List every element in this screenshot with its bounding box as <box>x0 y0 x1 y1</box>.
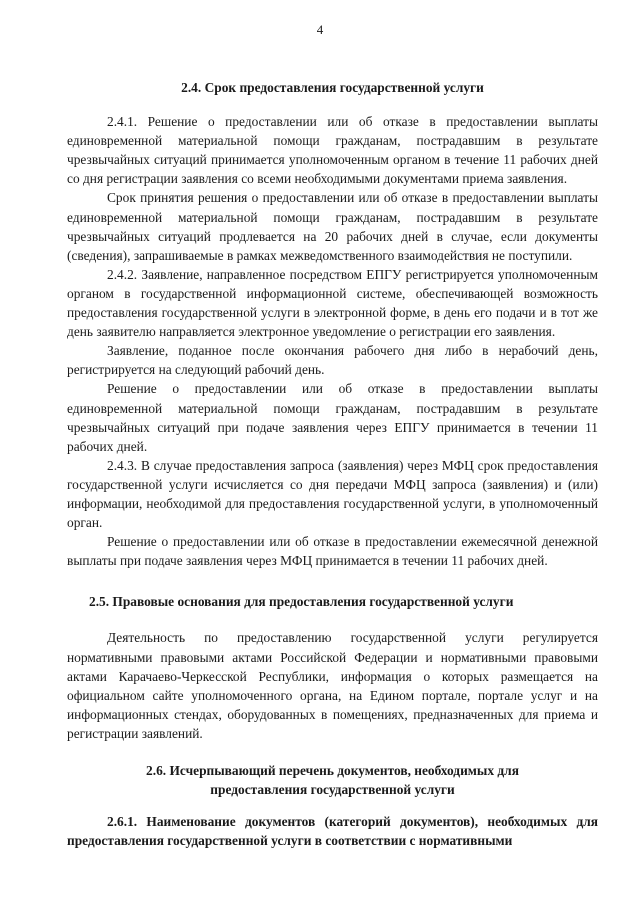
paragraph-2-4-1-extension: Срок принятия решения о предоставлении или об отказе в предоставлении выплаты единовременной материальной помощи гражданам, пострадавшим в результате чрезвычайных ситуаций продлевается на 20 рабочих дней в случае, если документы (сведения), запрашиваемые в рамках межведомственного взаимодействия не поступили. <box>67 190 598 263</box>
section-2-5-heading: 2.5. Правовые основания для предоставления государственной услуги <box>89 594 514 610</box>
paragraph-2-5: Деятельность по предоставлению государственной услуги регулируется нормативными правовыми актами Российской Федерации и нормативными правовыми актами Карачаево-Черкесской Республики, информация о которых размещается на официальном сайте уполномоченного органа, на Едином портале, портале услуг и на информационных стендах, оборудованных в помещениях, предназначенных для приема и регистрации заявлений. <box>67 630 598 741</box>
section-2-6-heading <box>67 761 598 799</box>
document-body <box>67 78 598 850</box>
paragraph-2-4-2-nonworking-day: Заявление, поданное после окончания рабочего дня либо в нерабочий день, регистрируется на следующий рабочий день. <box>67 343 598 378</box>
page-number: 4 <box>316 22 324 37</box>
paragraph-2-4-2-epgu-decision: Решение о предоставлении или об отказе в предоставлении выплаты единовременной материальной помощи гражданам, пострадавшим в результате чрезвычайных ситуаций при подаче заявления через ЕПГУ принимается в течении 11 рабочих дней. <box>67 381 598 454</box>
paragraph-2-4-1: 2.4.1. Решение о предоставлении или об отказе в предоставлении выплаты единовременной материальной помощи гражданам, пострадавшим в результате чрезвычайных ситуаций принимается уполномоченным органом в течение 11 рабочих дней со дня регистрации заявления со всеми необходимыми документами приема заявления. <box>67 114 598 187</box>
paragraph-2-4-2: 2.4.2. Заявление, направленное посредством ЕПГУ регистрируется уполномоченным органом в государственной информационной системе, обеспечивающей возможность предоставления государственной услуги в электронной форме, в день его подачи и в тот же день заявителю направляется электронное уведомление о регистрации его заявления. <box>67 266 598 340</box>
section-2-4-heading: 2.4. Срок предоставления государственной услуги <box>181 80 484 95</box>
section-2-6-heading-line2: предоставления государственной услуги <box>210 782 455 798</box>
section-2-6-heading-line1: 2.6. Исчерпывающий перечень документов, необходимых для <box>146 763 519 778</box>
paragraph-2-4-3: 2.4.3. В случае предоставления запроса (заявления) через МФЦ срок предоставления государственной услуги исчисляется со дня передачи МФЦ запроса (заявления) и (или) информации, необходимой для предоставления государственной услуги, в уполномоченный орган. <box>67 457 598 531</box>
paragraph-2-6-1: 2.6.1. Наименование документов (категорий документов), необходимых для предоставления государственной услуги в соответствии с нормативными <box>67 814 598 849</box>
paragraph-2-4-3-mfc-decision: Решение о предоставлении или об отказе в предоставлении ежемесячной денежной выплаты при подаче заявления через МФЦ принимается в течении 11 рабочих дней. <box>67 534 598 569</box>
